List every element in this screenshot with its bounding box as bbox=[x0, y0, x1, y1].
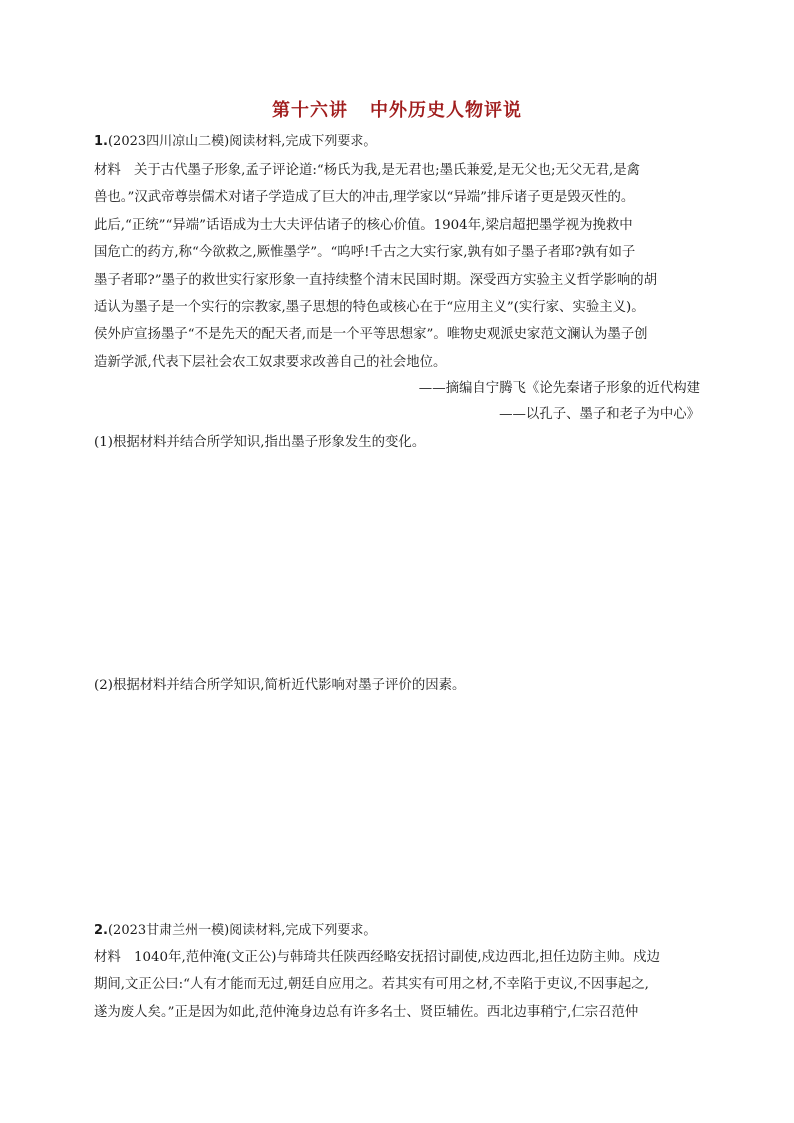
material-line: 侯外庐宣扬墨子“不是先天的配天者,而是一个平等思想家”。唯物史观派史家范文澜认为墨子创 bbox=[94, 327, 648, 343]
question-2-number: 2. bbox=[94, 923, 108, 938]
question-1-citation-line-2: ——以孔子、墨子和老子为中心》 bbox=[499, 407, 700, 422]
question-1-source-tag: (2023四川凉山二模) bbox=[107, 134, 230, 149]
question-1-subquestion-2: (2)根据材料并结合所学知识,简析近代影响对墨子评价的因素。 bbox=[94, 678, 466, 693]
material-line: 适认为墨子是一个实行的宗教家,墨子思想的特色或核心在于“应用主义”(实行家、实验主义)。 bbox=[94, 299, 645, 315]
material-line: 材料 关于古代墨子形象,孟子评论道:“杨氏为我,是无君也;墨氏兼爱,是无父也;无父无君,是禽 bbox=[94, 157, 706, 184]
material-line: 兽也。”汉武帝尊崇儒术对诸子学造成了巨大的冲击,理学家以“异端”排斥诸子更是毁灭性的。 bbox=[94, 190, 635, 206]
question-2-material bbox=[94, 944, 706, 1026]
material-line: 造新学派,代表下层社会农工奴隶要求改善自己的社会地位。 bbox=[94, 354, 447, 370]
material-label: 材料 bbox=[94, 950, 121, 965]
title-topic: 中外历史人物评说 bbox=[370, 100, 522, 121]
material-line: 材料 1040年,范仲淹(文正公)与韩琦共任陕西经略安抚招讨副使,戍边西北,担任边防主帅。戍边 bbox=[94, 944, 706, 971]
title-lecture-number: 第十六讲 bbox=[272, 100, 348, 121]
question-1-material bbox=[94, 157, 706, 376]
question-2-header bbox=[94, 921, 376, 941]
question-1-instruction: 阅读材料,完成下列要求。 bbox=[229, 134, 377, 149]
question-1-number: 1. bbox=[94, 134, 108, 149]
material-line: 期间,文正公曰:“人有才能而无过,朝廷自应用之。若其实有可用之材,不幸陷于吏议,不因事起之, bbox=[94, 977, 649, 993]
question-2-source-tag: (2023甘肃兰州一模) bbox=[107, 923, 230, 938]
question-2-instruction: 阅读材料,完成下列要求。 bbox=[229, 923, 377, 938]
material-line: 遂为废人矣。”正是因为如此,范仲淹身边总有许多名士、贤臣辅佐。西北边事稍宁,仁宗召范仲 bbox=[94, 1004, 639, 1020]
material-line: 此后,“正统”“异端”话语成为士大夫评估诸子的核心价值。1904年,梁启超把墨学视为挽救中 bbox=[94, 217, 633, 233]
material-line: 墨子者耶?”墨子的救世实行家形象一直持续整个清末民国时期。深受西方实验主义哲学影响的胡 bbox=[94, 272, 658, 288]
material-line: 国危亡的药方,称“今欲救之,厥惟墨学”。“呜呼!千古之大实行家,孰有如子墨子者耶?孰有如子 bbox=[94, 245, 636, 261]
page-title bbox=[0, 96, 794, 122]
question-1-subquestion-1: (1)根据材料并结合所学知识,指出墨子形象发生的变化。 bbox=[94, 435, 426, 450]
material-label: 材料 bbox=[94, 163, 121, 178]
question-1-header bbox=[94, 132, 376, 152]
question-1-citation-line-1: ——摘编自宁腾飞《论先秦诸子形象的近代构建 bbox=[418, 381, 700, 396]
